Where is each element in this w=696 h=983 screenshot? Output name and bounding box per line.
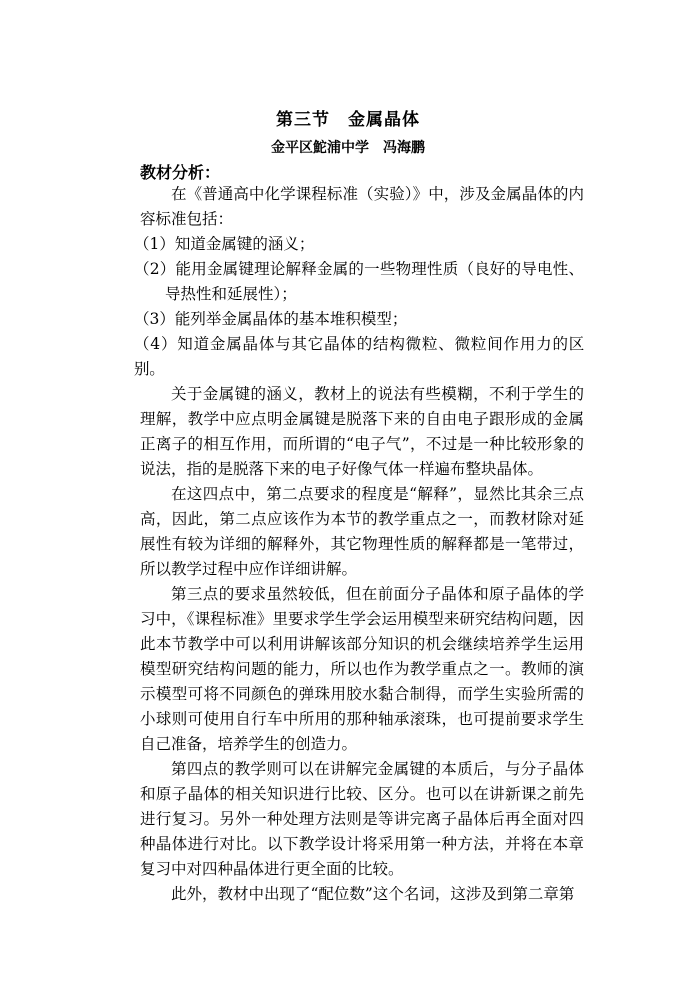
paragraph-5: 此外，教材中出现了“配位数”这个名词，这涉及到第二章第 — [171, 885, 575, 903]
standard-item-4: （4）知道金属晶体与其它晶体的结构微粒、微粒间作用力的区别。 — [134, 335, 584, 378]
paragraph-intro: 在《普通高中化学课程标准（实验）》中，涉及金属晶体的内容标准包括： — [140, 185, 584, 228]
paragraph-2: 在这四点中，第二点要求的程度是“解释”，显然比其余三点高，因此，第二点应该作为本节的教学重点之一，而教材除对延展性有较为详细的解释外，其它物理性质的解释都是一笔带过，所以教学过程中应作详细讲解。 — [140, 485, 584, 578]
standard-item-3: （3）能列举金属晶体的基本堆积模型； — [134, 310, 408, 328]
standard-item-1: （1）知道金属键的涵义； — [134, 235, 315, 253]
page-title: 第三节 金属晶体 — [276, 110, 420, 130]
paragraph-4: 第四点的教学则可以在讲解完金属键的本质后，与分子晶体和原子晶体的相关知识进行比较、区分。也可以在讲新课之前先进行复习。另外一种处理方法则是等讲完离子晶体后再全面对四种晶体进行对比。以下教学设计将采用第一种方法，并将在本章复习中对四种晶体进行更全面的比较。 — [140, 760, 584, 878]
paragraph-1: 关于金属键的涵义，教材上的说法有些模糊，不利于学生的理解，教学中应点明金属键是脱落下来的自由电子跟形成的金属正离子的相互作用，而所谓的“电子气”，不过是一种比较形象的说法，指的是脱落下来的电子好像气体一样遍布整块晶体。 — [140, 385, 584, 478]
standard-item-2: （2）能用金属键理论解释金属的一些物理性质（良好的导电性、导热性和延展性）； — [134, 260, 584, 303]
document-body — [134, 182, 584, 907]
paragraph-3: 第三点的要求虽然较低，但在前面分子晶体和原子晶体的学习中，《课程标准》里要求学生学会运用模型来研究结构问题，因此本节教学中可以利用讲解该部分知识的机会继续培养学生运用模型研究结构问题的能力，所以也作为教学重点之一。教师的演示模型可将不同颜色的弹珠用胶水黏合制得，而学生实验所需的小球则可使用自行车中所用的那种轴承滚珠，也可提前要求学生自己准备，培养学生的创造力。 — [140, 585, 584, 753]
section-heading: 教材分析： — [140, 163, 221, 182]
author-line: 金平区鮀浦中学 冯海鹏 — [271, 140, 425, 156]
